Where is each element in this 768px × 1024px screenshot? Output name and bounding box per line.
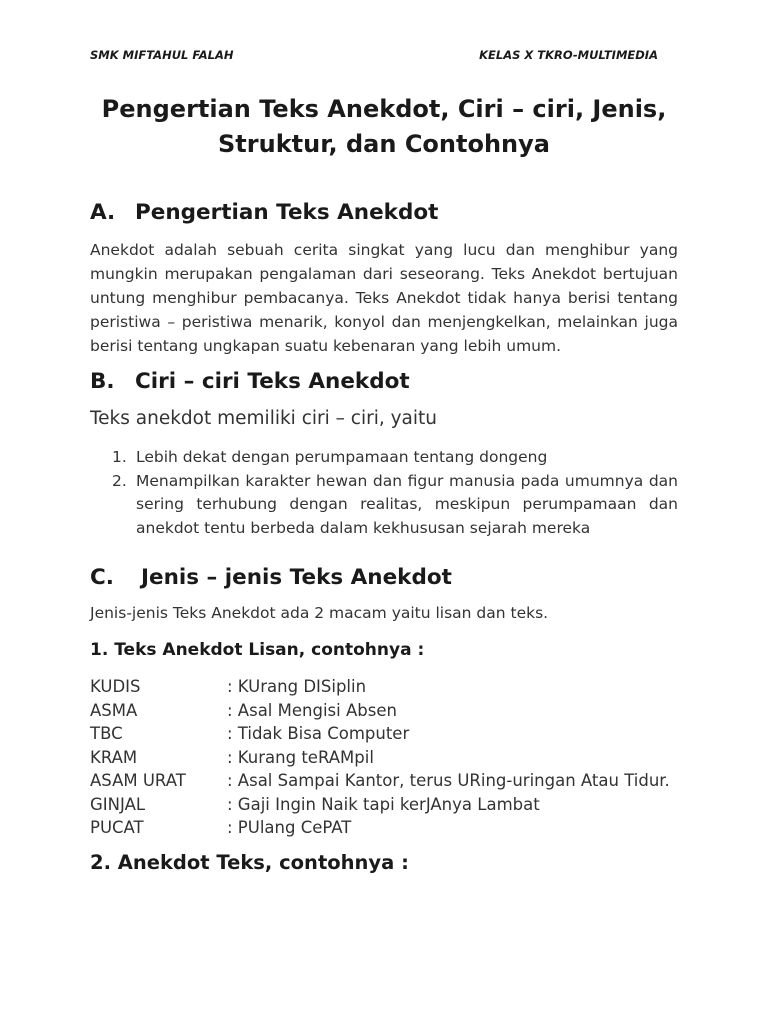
paragraph-line: berisi tentang ungkapan suatu kebenaran yang lebih umum. <box>90 337 562 355</box>
abbreviation-list <box>90 675 670 840</box>
abbreviation-row <box>90 699 670 723</box>
section-b-lead: Teks anekdot memiliki ciri – ciri, yaitu <box>90 408 437 429</box>
list-number: 1. <box>112 448 127 466</box>
abbreviation-row <box>90 722 670 746</box>
list-line: sering terhubung dengan realitas, meskipun perumpamaan dan <box>136 495 678 513</box>
section-b-title: Ciri – ciri Teks Anekdot <box>135 369 410 394</box>
section-a-letter: A. <box>90 200 116 225</box>
section-a-title: Pengertian Teks Anekdot <box>135 200 439 225</box>
list-number: 2. <box>112 471 127 490</box>
header-class: KELAS X TKRO-MULTIMEDIA <box>479 48 658 62</box>
abbreviation-meaning: : KUrang DISiplin <box>227 677 367 696</box>
abbreviation-row <box>90 746 670 770</box>
abbreviation-term: ASAM URAT <box>90 771 186 790</box>
abbreviation-meaning: : Kurang teRAMpil <box>227 747 374 767</box>
section-b-letter: B. <box>90 369 115 394</box>
abbreviation-meaning: : Asal Sampai Kantor, terus URing-uringan Atau Tidur. <box>227 771 670 790</box>
abbreviation-term: KRAM <box>90 747 138 767</box>
paragraph-line: peristiwa – peristiwa menarik, konyol dan menjengkelkan, melainkan juga <box>90 313 678 331</box>
abbreviation-meaning: : PUlang CePAT <box>227 818 352 837</box>
list-line: anekdot tentu berbeda dalam kekhususan sejarah mereka <box>136 518 591 537</box>
abbreviation-row <box>90 675 670 699</box>
list-line: Lebih dekat dengan perumpamaan tentang dongeng <box>136 448 548 466</box>
abbreviation-term: KUDIS <box>90 677 141 696</box>
abbreviation-meaning: : Asal Mengisi Absen <box>227 700 397 720</box>
list-item <box>112 470 678 541</box>
section-c-title: Jenis – jenis Teks Anekdot <box>141 565 452 590</box>
abbreviation-term: PUCAT <box>90 818 144 837</box>
section-c-letter: C. <box>90 565 114 590</box>
title-line-1: Pengertian Teks Anekdot, Ciri – ciri, Jenis, <box>101 95 667 123</box>
abbreviation-term: TBC <box>90 724 123 743</box>
paragraph-line: untung menghibur pembacanya. Teks Anekdot tidak hanya berisi tentang <box>90 289 678 307</box>
paragraph-line: Anekdot adalah sebuah cerita singkat yang lucu dan menghibur yang <box>90 241 678 259</box>
abbreviation-row <box>90 769 670 793</box>
section-b-heading <box>90 369 410 394</box>
section-c-intro: Jenis-jenis Teks Anekdot ada 2 macam yaitu lisan dan teks. <box>90 604 549 622</box>
section-a-heading <box>90 200 438 225</box>
section-a-paragraph <box>90 238 678 358</box>
abbreviation-row <box>90 793 670 817</box>
abbreviation-meaning: : Gaji Ingin Naik tapi kerJAnya Lambat <box>227 794 540 814</box>
abbreviation-row <box>90 816 670 840</box>
document-title <box>60 92 708 162</box>
abbreviation-term: ASMA <box>90 700 138 720</box>
abbreviation-meaning: : Tidak Bisa Computer <box>227 724 410 743</box>
subheading-teks: 2. Anekdot Teks, contohnya : <box>90 851 409 874</box>
paragraph-line: mungkin merupakan pengalaman dari seseorang. Teks Anekdot bertujuan <box>90 265 678 283</box>
subheading-lisan: 1. Teks Anekdot Lisan, contohnya : <box>90 640 425 660</box>
abbreviation-term: GINJAL <box>90 794 146 814</box>
list-line: Menampilkan karakter hewan dan figur manusia pada umumnya dan <box>136 471 678 490</box>
ciri-list <box>112 446 678 540</box>
section-c-heading <box>90 565 452 590</box>
header-school: SMK MIFTAHUL FALAH <box>90 48 234 62</box>
title-line-2: Struktur, dan Contohnya <box>218 130 550 158</box>
list-item <box>112 446 678 470</box>
